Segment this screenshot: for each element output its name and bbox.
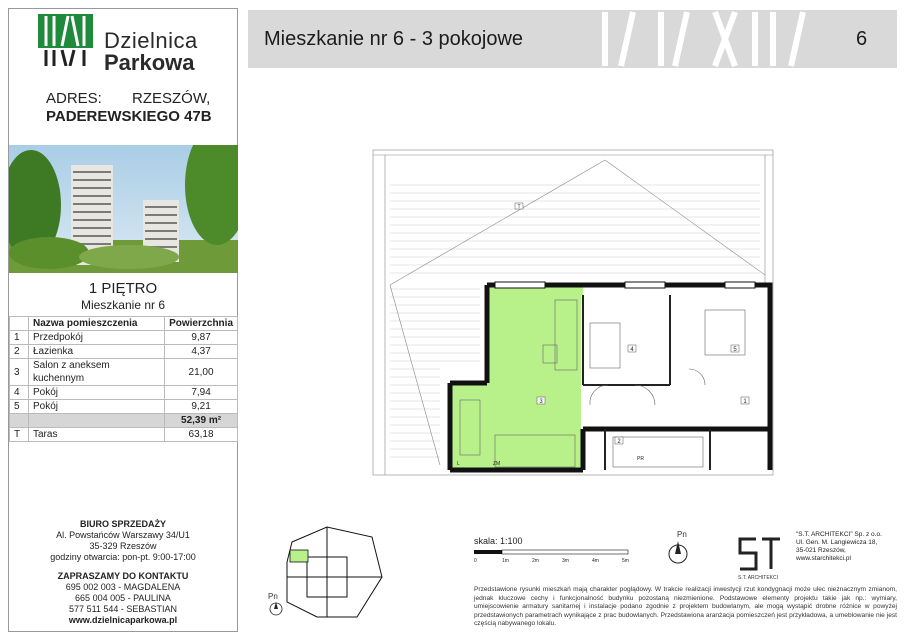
table-row (10, 386, 238, 400)
header-decoration (595, 10, 825, 68)
disclaimer: Przedstawione rysunki mieszkań mają charakter poglądowy. W trakcie realizacji inwestycji rzut kondygnacji może ulec nieznacznym zmianom, jednak kluczowe cechy i funkcjonalność budynku pozostaną niezmienione. Podstawowe elementy projektu takie jak np.: wymiary, umiejscowienie armatury sanitarnej i instalacje podano zgodnie z projektem budowlanym, ale mogą wystąpić drobne różnice w powyżej przedstawionych parametrach wynikające z prac budowlanych. Przedstawiona aranżacja pomieszczeń jest przykładowa, a umeblowanie nie jest częścią nabywanego lokalu. (474, 586, 897, 628)
brand-name-line2: Parkowa (104, 50, 195, 75)
row-area: 9,21 (165, 400, 238, 414)
page-title: Mieszkanie nr 6 - 3 pokojowe (264, 28, 524, 50)
scale-label: skala: 1:100 (474, 536, 523, 546)
apartment-number: 6 (856, 28, 868, 50)
phone-1: 695 002 003 - MAGDALENA (65, 582, 181, 592)
scale-tick: 3m (562, 558, 569, 564)
row-name: Łazienka (29, 345, 165, 359)
address-street: PADEREWSKIEGO 47B (46, 108, 212, 125)
north-label: Pn (268, 592, 278, 601)
compass-icon (268, 601, 284, 617)
label-room-5: 5 (733, 347, 737, 353)
apartment-label: Mieszkanie nr 6 (80, 298, 166, 312)
architect-logo-icon (736, 533, 784, 575)
scale-tick: 4m (592, 558, 599, 564)
phone-3: 577 511 544 - SEBASTIAN (69, 604, 177, 614)
scale-tick: 2m (532, 558, 539, 564)
address-city: RZESZÓW, (132, 90, 211, 107)
label-room-1: 1 (743, 399, 747, 405)
row-area: 4,37 (165, 345, 238, 359)
label-room-4: 4 (630, 347, 634, 353)
floor-plan (365, 145, 785, 485)
table-row (10, 331, 238, 345)
website-link[interactable]: www.dzielnicaparkowa.pl (68, 615, 178, 625)
row-no: T (10, 428, 29, 442)
row-name: Pokój (29, 386, 165, 400)
north-arrow (663, 530, 693, 574)
address-label: ADRES: (46, 90, 102, 107)
table-header-row (10, 317, 238, 331)
brand-name-line1: Dzielnica (104, 28, 198, 53)
office-city: 35-329 Rzeszów (89, 541, 157, 551)
row-no: 2 (10, 345, 29, 359)
header-name: Nazwa pomieszczenia (29, 317, 165, 331)
total-area: 52,39 m² (165, 414, 238, 428)
brand-logo-icon (38, 14, 93, 66)
building-photo (9, 145, 238, 273)
row-name: Pokój (29, 400, 165, 414)
row-no: 1 (10, 331, 29, 345)
office-street: Al. Powstańców Warszawy 34/U1 (56, 530, 190, 540)
total-row (10, 414, 238, 428)
table-row (10, 400, 238, 414)
contact-title: ZAPRASZAMY DO KONTAKTU (57, 571, 189, 581)
row-area: 9,87 (165, 331, 238, 345)
scale-bar (474, 548, 634, 568)
architect-website[interactable]: www.starchitekci.pl (796, 555, 851, 562)
label-room-3: 3 (539, 399, 543, 405)
table-row (10, 345, 238, 359)
header-no (10, 317, 29, 331)
label-dishwasher: ZM (493, 461, 501, 467)
row-name: Salon z aneksem kuchennym (29, 359, 165, 386)
architect-line: 35-021 Rzeszów, (796, 547, 846, 554)
row-no: 3 (10, 359, 29, 386)
row-area: 21,00 (165, 359, 238, 386)
north-label: Pn (677, 530, 687, 539)
scale-tick: 1m (502, 558, 509, 564)
rooms-table (9, 316, 238, 442)
label-fridge: L (457, 461, 460, 467)
table-row (10, 359, 238, 386)
sales-office (8, 519, 238, 626)
row-name: Przedpokój (29, 331, 165, 345)
label-washer: PR (637, 456, 644, 462)
label-terrace: T (517, 204, 521, 210)
row-area: 7,94 (165, 386, 238, 400)
architect-line: "S.T. ARCHITEKCI" Sp. z o.o. (796, 531, 882, 538)
row-area: 63,18 (165, 428, 238, 442)
terrace-row (10, 428, 238, 442)
row-name: Taras (29, 428, 165, 442)
label-room-2: 2 (617, 439, 621, 445)
phone-2: 665 004 005 - PAULINA (75, 593, 171, 603)
row-no: 5 (10, 400, 29, 414)
header-area: Powierzchnia (165, 317, 238, 331)
floor-title: 1 PIĘTRO (88, 280, 158, 297)
scale-tick: 5m (622, 558, 629, 564)
compass-icon (663, 539, 693, 569)
architect-info (796, 531, 882, 563)
office-title: BIURO SPRZEDAŻY (79, 519, 166, 529)
scale-tick: 0 (474, 558, 477, 564)
north-arrow-small (268, 592, 284, 622)
architect-logo-text: S.T. ARCHITEKCI (738, 575, 779, 581)
office-hours: godziny otwarcia: pon-pt. 9:00-17:00 (50, 552, 196, 562)
architect-line: Ul. Gen. M. Langiewicza 18, (796, 539, 878, 546)
row-no: 4 (10, 386, 29, 400)
